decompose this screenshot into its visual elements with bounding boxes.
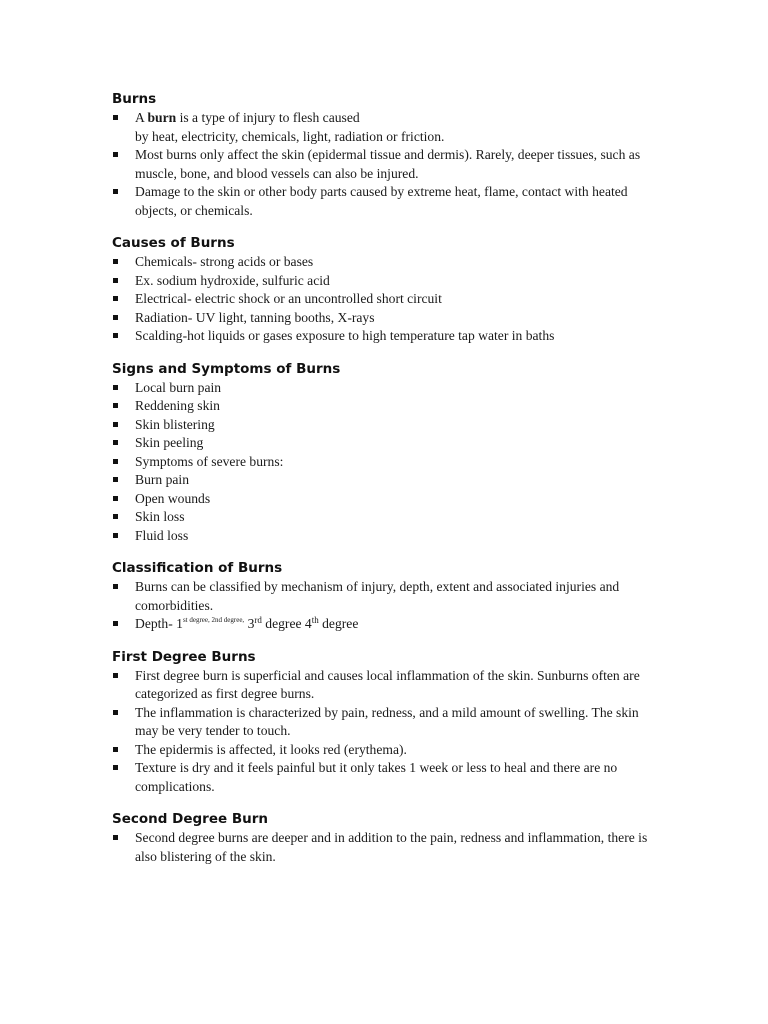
list-item: The epidermis is affected, it looks red (erythema). [112, 741, 652, 760]
square-bullet-icon [113, 315, 118, 320]
bullet-list [112, 829, 652, 866]
square-bullet-icon [113, 333, 118, 338]
list-item: Damage to the skin or other body parts caused by extreme heat, flame, contact with heated objects, or chemicals. [112, 183, 652, 220]
section-heading: First Degree Burns [112, 648, 256, 665]
list-item: Burn pain [112, 471, 652, 490]
square-bullet-icon [113, 459, 118, 464]
list-item: Skin loss [112, 508, 652, 527]
list-item: Reddening skin [112, 397, 652, 416]
list-item: Chemicals- strong acids or bases [112, 253, 652, 272]
section-causes [112, 234, 652, 346]
square-bullet-icon [113, 673, 118, 678]
section-heading: Classification of Burns [112, 560, 283, 576]
list-item: Electrical- electric shock or an uncontrolled short circuit [112, 290, 652, 309]
square-bullet-icon [113, 259, 118, 264]
document-page [112, 90, 652, 880]
square-bullet-icon [113, 747, 118, 752]
bold-term: burn [147, 110, 177, 125]
list-item: Open wounds [112, 490, 652, 509]
square-bullet-icon [113, 296, 118, 301]
bullet-list [112, 667, 652, 797]
square-bullet-icon [113, 496, 118, 501]
section-first-degree [112, 648, 652, 797]
square-bullet-icon [113, 477, 118, 482]
bullet-list [112, 578, 652, 634]
list-item: Local burn pain [112, 379, 652, 398]
list-item [112, 615, 652, 634]
list-item: Radiation- UV light, tanning booths, X-rays [112, 309, 652, 328]
list-item: A burn is a type of injury to flesh caused by heat, electricity, chemicals, light, radiation or friction. [112, 109, 652, 146]
list-item: Fluid loss [112, 527, 652, 546]
depth-line: Depth- $1^{st degree, 2nd degree,}$ 3rd degree 4th degree [135, 615, 359, 631]
square-bullet-icon [113, 385, 118, 390]
square-bullet-icon [113, 514, 118, 519]
list-item: Symptoms of severe burns: [112, 453, 652, 472]
list-item: Second degree burns are deeper and in addition to the pain, redness and inflammation, there is also blistering of the skin. [112, 829, 652, 866]
list-item: Burns can be classified by mechanism of injury, depth, extent and associated injuries and comorbidities. [112, 578, 652, 615]
bullet-list [112, 109, 652, 220]
section-classification [112, 559, 652, 634]
section-heading: Signs and Symptoms of Burns [112, 360, 341, 377]
list-item: Texture is dry and it feels painful but it only takes 1 week or less to heal and there are no complications. [112, 759, 652, 796]
square-bullet-icon [113, 278, 118, 283]
section-heading: Burns [112, 91, 157, 107]
list-item: Ex. sodium hydroxide, sulfuric acid [112, 272, 652, 291]
square-bullet-icon [113, 440, 118, 445]
bullet-list [112, 379, 652, 546]
section-second-degree [112, 810, 652, 866]
list-item: Most burns only affect the skin (epidermal tissue and dermis). Rarely, deeper tissues, such as muscle, bone, and blood vessels can also be injured. [112, 146, 652, 183]
square-bullet-icon [113, 403, 118, 408]
square-bullet-icon [113, 152, 118, 157]
list-item: The inflammation is characterized by pain, redness, and a mild amount of swelling. The skin may be very tender to touch. [112, 704, 652, 741]
list-item: Skin peeling [112, 434, 652, 453]
square-bullet-icon [113, 189, 118, 194]
square-bullet-icon [113, 584, 118, 589]
section-signs-symptoms [112, 360, 652, 546]
section-heading: Causes of Burns [112, 235, 235, 251]
list-item: Scalding-hot liquids or gases exposure to high temperature tap water in baths [112, 327, 652, 346]
square-bullet-icon [113, 115, 118, 120]
square-bullet-icon [113, 835, 118, 840]
square-bullet-icon [113, 710, 118, 715]
square-bullet-icon [113, 533, 118, 538]
square-bullet-icon [113, 621, 118, 626]
section-burns [112, 90, 652, 220]
section-heading: Second Degree Burn [112, 811, 268, 827]
square-bullet-icon [113, 422, 118, 427]
bullet-list [112, 253, 652, 346]
list-item: Skin blistering [112, 416, 652, 435]
square-bullet-icon [113, 765, 118, 770]
list-item: First degree burn is superficial and causes local inflammation of the skin. Sunburns often are categorized as first degree burns. [112, 667, 652, 704]
